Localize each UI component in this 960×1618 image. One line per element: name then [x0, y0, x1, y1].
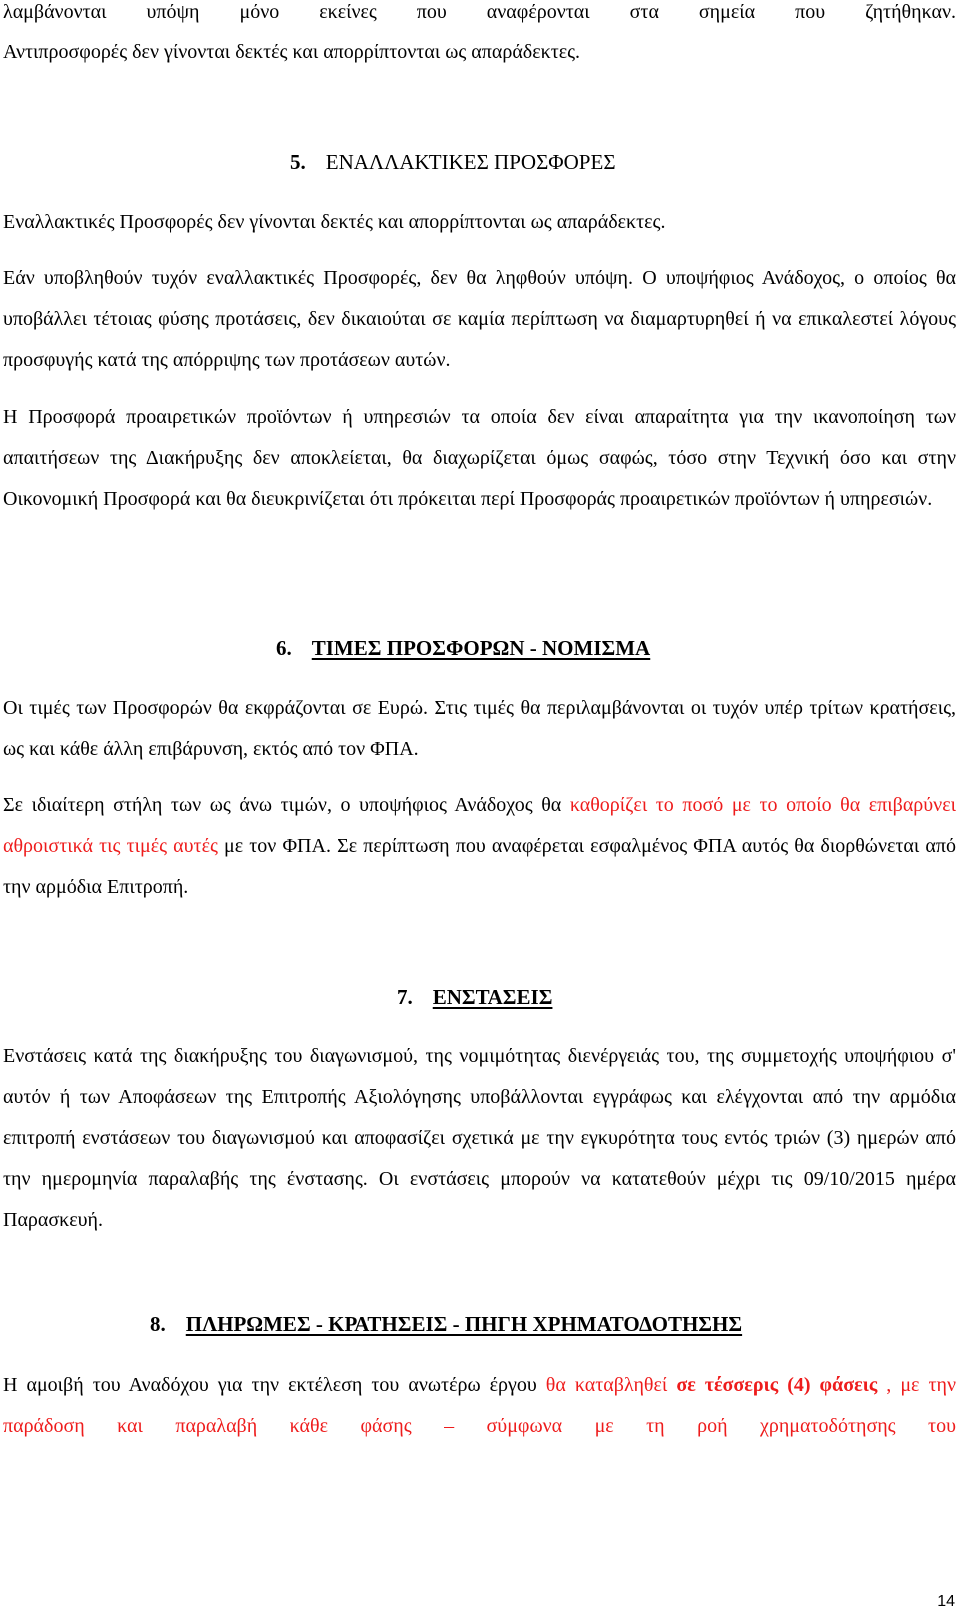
section-8-red-tail-text: , με την παράδοση και παραλαβή κάθε φάσης – σύμφωνα με τη ροή χρηματοδότησης του	[3, 1374, 956, 1437]
section-6-paragraph-2-end: με τον ΦΠΑ. Σε περίπτωση που αναφέρεται εσφαλμένος ΦΠΑ αυτός θα διορθώνεται από την αρμόδια Επιτροπή.	[3, 835, 956, 898]
section-5-title: ΕΝΑΛΛΑΚΤΙΚΕΣ ΠΡΟΣΦΟΡΕΣ	[325, 150, 616, 174]
section-6-paragraph-1: Οι τιμές των Προσφορών θα εκφράζονται σε Ευρώ. Στις τιμές θα περιλαμβάνονται οι τυχόν υπέρ τρίτων κρατήσεις, ως και κάθε άλλη επιβάρυνση, εκτός από τον ΦΠΑ.	[3, 697, 956, 760]
section-6-paragraph-2-start: Σε ιδιαίτερη στήλη των ως άνω τιμών, ο υποψήφιος Ανάδοχος θα	[3, 794, 570, 816]
section-6-heading	[276, 634, 650, 662]
top-line-1: λαμβάνονται υπόψη μόνο εκείνες που αναφέρονται στα σημεία που ζητήθηκαν.	[3, 1, 956, 23]
section-7-number: 7.	[397, 985, 413, 1009]
section-8-heading	[150, 1310, 742, 1338]
section-6-number: 6.	[276, 636, 292, 660]
section-6-highlighted-text: καθορίζει το ποσό με το οποίο θα επιβαρύνει αθροιστικά τις τιμές αυτές	[3, 794, 957, 857]
section-8-paragraph-1	[3, 1365, 956, 1447]
top-line-2: Αντιπροσφορές δεν γίνονται δεκτές και απορρίπτονται ως απαράδεκτες.	[3, 41, 581, 63]
section-6-title: ΤΙΜΕΣ ΠΡΟΣΦΟΡΩΝ - ΝΟΜΙΣΜΑ	[311, 636, 651, 660]
section-8-red-text: θα καταβληθεί	[545, 1374, 677, 1396]
section-8-number: 8.	[150, 1312, 166, 1336]
section-6-paragraph-2	[3, 785, 956, 908]
section-8-paragraph-1-start: Η αμοιβή του Αναδόχου για την εκτέλεση του ανωτέρω έργου	[3, 1374, 546, 1396]
section-7-heading	[397, 983, 552, 1011]
section-7-paragraph-1: Ενστάσεις κατά της διακήρυξης του διαγωνισμού, της νομιμότητας διενέργειάς του, της συμμετοχής υποψήφιου σ' αυτόν ή των Αποφάσεων της Επιτροπής Αξιολόγησης υποβάλλονται εγγράφως και ελέγχονται από την αρμόδια επιτροπή ενστάσεων του διαγωνισμού και αποφασίζει σχετικά με την εγκυρότητα τους εντός τριών (3) ημερών από την ημερομηνία παραλαβής της ένστασης. Οι ενστάσεις μπορούν να κατατεθούν μέχρι τις 09/10/2015 ημέρα Παρασκευή.	[3, 1045, 956, 1231]
section-5-paragraph-1: Εναλλακτικές Προσφορές δεν γίνονται δεκτές και απορρίπτονται ως απαράδεκτες.	[3, 211, 666, 233]
section-8-title: ΠΛΗΡΩΜΕΣ - ΚΡΑΤΗΣΕΙΣ - ΠΗΓΗ ΧΡΗΜΑΤΟΔΟΤΗΣΗΣ	[185, 1312, 743, 1336]
section-5-paragraph-3: Η Προσφορά προαιρετικών προϊόντων ή υπηρεσιών τα οποία δεν είναι απαραίτητα για την ικανοποίηση των απαιτήσεων της Διακήρυξης δεν αποκλείεται, θα διαχωρίζεται όμως σαφώς, τόσο στην Τεχνική όσο και στην Οικονομική Προσφορά και θα διευκρινίζεται ότι πρόκειται περί Προσφοράς προαιρετικών προϊόντων ή υπηρεσιών.	[3, 406, 956, 510]
page-number: 14	[937, 1593, 955, 1610]
section-5-number: 5.	[290, 150, 306, 174]
section-7-title: ΕΝΣΤΑΣΕΙΣ	[432, 985, 553, 1009]
section-5-heading	[290, 148, 616, 176]
section-5-paragraph-2: Εάν υποβληθούν τυχόν εναλλακτικές Προσφορές, δεν θα ληφθούν υπόψη. Ο υποψήφιος Ανάδοχος, ο οποίος θα υποβάλλει τέτοιας φύσης προτάσεις, δεν δικαιούται σε καμία περίπτωση να διαμαρτυρηθεί ή να επικαλεστεί λόγους προσφυγής κατά της απόρριψης των προτάσεων αυτών.	[3, 267, 956, 371]
section-8-red-bold-text: σε τέσσερις (4) φάσεις	[676, 1374, 878, 1396]
